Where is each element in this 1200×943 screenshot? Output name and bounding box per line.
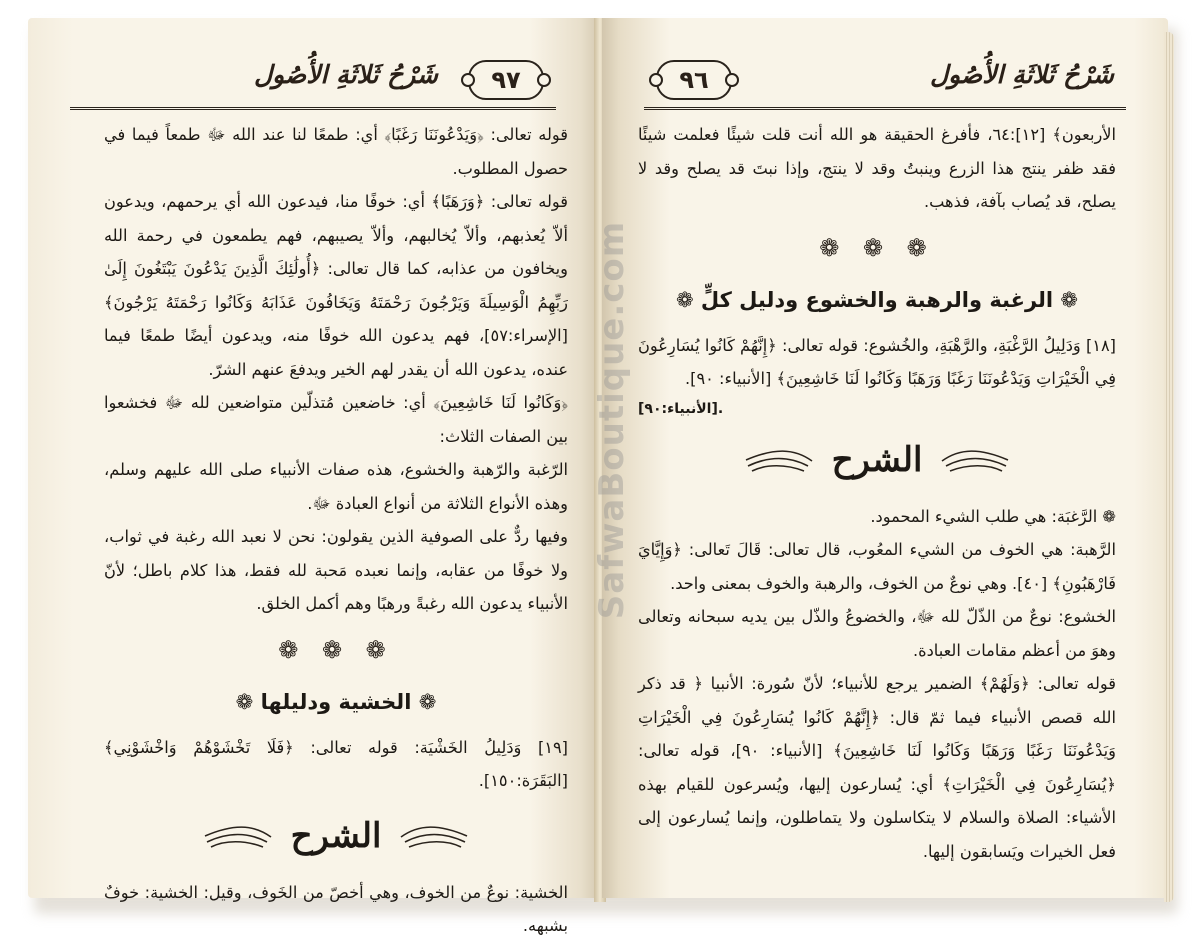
left-page: [28, 18, 598, 935]
right-header-rule: [644, 107, 1126, 110]
left-page-number: ٩٧: [468, 60, 544, 100]
right-explanation-2: الرَّهبة: هي الخوف من الشيء المعُوب، قال تعالى: قَالَ تَعالى: ﴿وَإِيَّايَ فَارْهَبُونِ﴾ [٤٠]. وهي نوعٌ من الخوف، والرهبة والخوف بمعنى واحد.: [638, 540, 1116, 593]
left-last-paragraph: الخشية: نوعٌ من الخوف، وهي أخصّ من الخَوف، وقيل: الخشية: خوفٌ بشبهه.: [104, 882, 568, 935]
right-evidence-text: [١٨] وَدَلِيلُ الرَّغْبَةِ، والرَّهْبَةِ، والخُشوع: قوله تعالى: ﴿إِنَّهُمْ كَانُوا يُسَارِعُونَ فِي الْخَيْرَاتِ وَيَدْعُونَنَا رَغَبًا وَرَهَبًا وَكَانُوا لَنَا خَاشِعِينَ﴾ [الأنبياء: ٩٠].: [638, 335, 1116, 388]
left-paragraph-5: وفيها ردٌّ على الصوفية الذين يقولون: نحن لا نعبد الله رغبة في ثواب، ولا خوفًا من عقابه، وإنما نعبده مَحبة لله فقط، هذا كلام باطل؛ لأنّ الأنبياء يدعون الله رغبةً ورهبًا وهم أكمل الخلق.: [104, 527, 568, 613]
right-page: [602, 18, 1168, 898]
left-paragraph-1: قوله تعالى: ﴿وَيَدْعُونَنَا رَغَبًا﴾ أي: طمعًا لنا عند الله ﷻ طمعاً فيما في حصول المطلوب.: [104, 125, 568, 178]
right-header-title: شَرْحُ ثَلاثَةِ الأُصُول: [929, 60, 1114, 89]
left-sharh-banner: [104, 800, 568, 874]
right-page-body: [638, 118, 1116, 868]
left-sharh-label: الشرح: [290, 815, 382, 856]
page-edge-stack: [1164, 32, 1174, 902]
right-explanation-4: قوله تعالى: ﴿وَلَهُمْ﴾ الضمير يرجع للأنبياء؛ لأنّ سُورة: الأنبيا ﴿ قد ذكر الله قصص الأنبياء فيما ثمّ قال: ﴿إِنَّهُمْ كَانُوا يُسَارِعُونَ فِي الْخَيْرَاتِ وَيَدْعُونَنَا رَغَبًا وَرَهَبًا وَكَانُوا لَنَا خَاشِعِينَ﴾ [الأنبياء: ٩٠]، قوله تعالى: ﴿يُسَارِعُونَ فِي الْخَيْرَاتِ﴾ أي: يُسارعون إليها، ويُسرعون للقيام بهذه الأشياء: الصلاة والسلام لا يتكاسلون ولا يتماطلون، وإنما يُسارعون إلى فعل الخيرات ويَسابقون إليها.: [638, 674, 1116, 861]
right-section-heading: ❁ الرغبة والرهبة والخشوع ودليل كلٍّ ❁: [675, 287, 1079, 312]
right-explanation-1: ❁ الرَّغبَة: هي طلب الشيء المحمود.: [870, 506, 1116, 526]
left-header-title: شَرْحُ ثَلاثَةِ الأُصُول: [253, 60, 438, 89]
watermark-text: SafwaBoutique.com: [592, 220, 632, 620]
right-sharh-label: الشرح: [831, 439, 923, 480]
left-ornament-divider: ❁ ❁ ❁: [278, 635, 394, 664]
left-paragraph-2: قوله تعالى: ﴿وَرَهَبًا﴾ أي: خوفًا منا، فيدعون الله أي يرحمهم، ويدعون ألاّ يُعذبهم، وألاّ يُخالبهم، وألاّ يصيبهم، فهم يطمعون في رحمة الله ويخافون من عذابه، كما قال تعالى: ﴿أُولَٰئِكَ الَّذِينَ يَدْعُونَ يَبْتَغُونَ إِلَىٰ رَبِّهِمُ الْوَسِيلَةَ وَيَرْجُونَ رَحْمَتَهُ وَيَخَافُونَ عَذَابَهُ وَكَانُوا رَحْمَتَهُ يَرْجُونَ﴾ [الإسراء:٥٧]، فهم يدعون الله خوفًا منه، ويدعون أيضًا طمعًا فيما عنده، يدعون الله أن يقدر لهم الخير ويدفعَ عنهم الشرّ.: [104, 192, 568, 379]
right-page-header: [644, 58, 1126, 110]
left-page-header: [70, 58, 556, 110]
right-ornament-divider: ❁ ❁ ❁: [819, 233, 935, 262]
right-evidence-reference: [الأنبياء:٩٠].: [638, 400, 724, 417]
right-sharh-banner: [638, 424, 1116, 498]
right-explanation-3: الخشوع: نوعٌ من الذّلّ لله ﷻ، والخضوعُ والذّل بين يديه سبحانه وتعالى وهوَ من أعظم مقامات العبادة.: [638, 607, 1116, 660]
left-paragraph-3: ﴿وَكَانُوا لَنَا خَاشِعِينَ﴾ أي: خاضعين مُتذلّين متواضعين لله ﷻ فخشعوا بين الصفات الثلاث:: [104, 393, 568, 446]
left-page-body: [104, 118, 568, 943]
flourish-right-icon: [940, 446, 1010, 476]
left-paragraph-4: الرّغبة والرّهبة والخشوع، هذه صفات الأنبياء صلى الله عليهم وسلم، وهذه الأنواع الثلاثة من أنواع العبادة ﷻ.: [104, 460, 568, 513]
left-evidence-text: [١٩] وَدَلِيلُ الخَشْيَة: قوله تعالى: ﴿فَلَا تَخْشَوْهُمْ وَاخْشَوْنِي﴾ [البَقَرَة:١٥٠].: [104, 737, 568, 790]
right-paragraph-1: الأربعون﴾ [١٢]:٦٤، فأفرغ الحقيقة هو الله أنت قلت شيئًا فعلمت شيئًا فقد ظفر ينتج هذا الزرع وينبتُ وقد لا ينتج، وإذا نبتَ قد يصلح وقد لا يصلح، قد يُصاب بآفة، فذهب.: [638, 125, 1116, 211]
watermark: [592, 180, 632, 660]
flourish-left-icon: [203, 822, 273, 852]
right-page-number: ٩٦: [656, 60, 732, 100]
left-section-heading: ❁ الخشية ودليلها ❁: [235, 689, 437, 714]
flourish-left-icon: [744, 446, 814, 476]
flourish-right-icon: [399, 822, 469, 852]
left-header-rule: [70, 107, 556, 110]
